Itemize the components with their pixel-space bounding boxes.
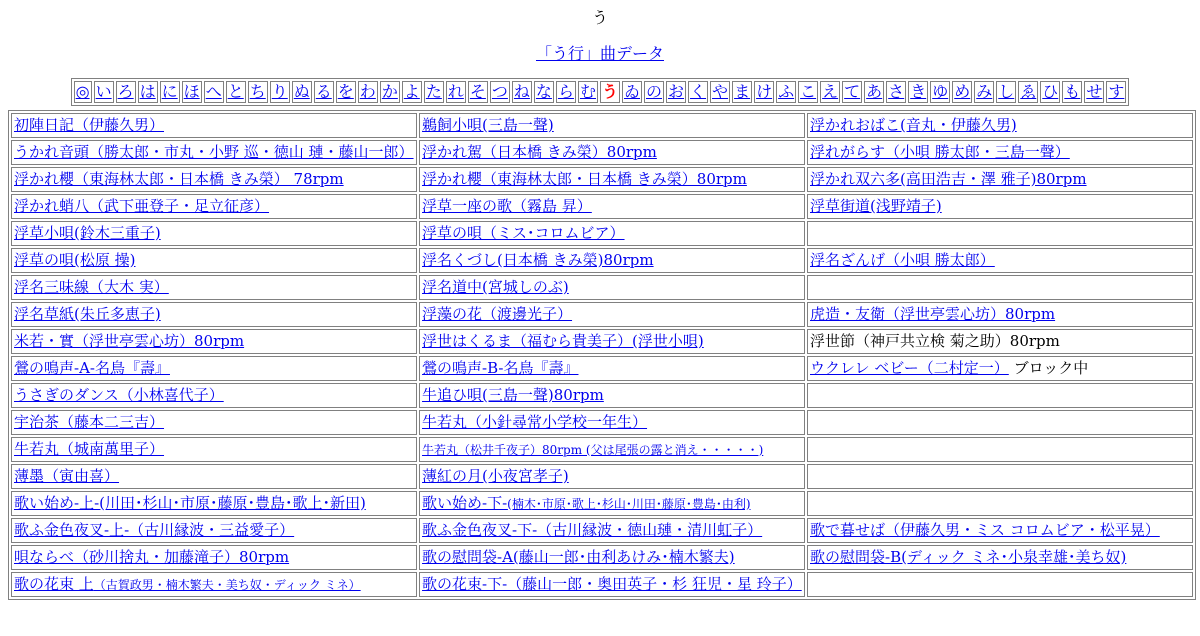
kana-current: う bbox=[601, 82, 618, 101]
kana-link[interactable]: わ bbox=[359, 82, 376, 101]
song-cell bbox=[807, 518, 1193, 543]
table-row bbox=[11, 518, 1193, 543]
song-title: 浮世節（神戸共立検 菊之助）80rpm bbox=[810, 332, 1060, 350]
song-cell bbox=[11, 248, 417, 273]
song-cell bbox=[807, 383, 1193, 408]
kana-cell bbox=[116, 81, 136, 103]
table-row bbox=[11, 275, 1193, 300]
song-cell bbox=[11, 329, 417, 354]
song-cell bbox=[419, 410, 805, 435]
song-cell bbox=[807, 221, 1193, 246]
song-cell bbox=[11, 302, 417, 327]
song-cell bbox=[11, 275, 417, 300]
kana-link[interactable]: し bbox=[998, 82, 1015, 101]
kana-link[interactable]: ひ bbox=[1042, 82, 1059, 101]
kana-link[interactable]: く bbox=[690, 82, 707, 101]
kana-cell bbox=[820, 81, 840, 103]
kana-link[interactable]: ふ bbox=[778, 82, 795, 101]
kana-cell bbox=[1062, 81, 1082, 103]
song-cell bbox=[807, 545, 1193, 570]
kana-cell bbox=[952, 81, 972, 103]
kana-cell bbox=[138, 81, 158, 103]
kana-cell bbox=[182, 81, 202, 103]
kana-cell bbox=[160, 81, 180, 103]
song-cell bbox=[11, 545, 417, 570]
song-link[interactable] bbox=[810, 305, 1055, 323]
song-link[interactable] bbox=[810, 116, 1017, 134]
song-link[interactable] bbox=[14, 440, 164, 458]
table-row bbox=[11, 383, 1193, 408]
kana-link[interactable]: み bbox=[976, 82, 993, 101]
song-link[interactable] bbox=[14, 359, 170, 377]
kana-link[interactable]: も bbox=[1064, 82, 1081, 101]
song-title: 牛若丸（小針尋常小学校一年生） bbox=[422, 413, 648, 431]
kana-cell bbox=[644, 81, 664, 103]
song-cell bbox=[419, 140, 805, 165]
song-title: 歌ふ金色夜叉-下-（古川縁波・徳山璉・清川虹子） bbox=[422, 521, 763, 539]
song-link[interactable] bbox=[422, 224, 625, 242]
kana-link[interactable]: ほ bbox=[183, 82, 200, 101]
song-link[interactable] bbox=[14, 224, 161, 242]
kana-link[interactable]: め bbox=[954, 82, 971, 101]
song-link[interactable] bbox=[422, 143, 657, 161]
song-title: 歌の花束-下-（藤山一郎・奥田英子・杉 狂児・星 玲子） bbox=[422, 575, 802, 593]
song-title: 歌い始め-上-(川田･杉山･市原･藤原･豊島･歌上･新田) bbox=[14, 494, 366, 512]
song-cell bbox=[419, 221, 805, 246]
song-cell bbox=[419, 356, 805, 381]
kana-cell bbox=[842, 81, 862, 103]
song-link[interactable] bbox=[422, 386, 604, 404]
song-link[interactable] bbox=[810, 521, 1160, 539]
song-title: ウクレレ ベビー（二村定一） bbox=[810, 359, 1009, 377]
song-link[interactable] bbox=[422, 251, 654, 269]
kana-link[interactable]: よ bbox=[403, 82, 420, 101]
song-title: 浮かれおばこ(音丸・伊藤久男) bbox=[810, 116, 1017, 134]
song-link[interactable] bbox=[14, 170, 344, 188]
kana-cell bbox=[886, 81, 906, 103]
song-link[interactable] bbox=[14, 197, 269, 215]
song-cell bbox=[419, 194, 805, 219]
kana-cell bbox=[578, 81, 598, 103]
page-title: う bbox=[591, 8, 608, 27]
kana-link[interactable]: ◎ bbox=[75, 82, 90, 101]
kana-cell bbox=[402, 81, 422, 103]
kana-link[interactable]: に bbox=[161, 82, 178, 101]
song-cell bbox=[419, 383, 805, 408]
kana-cell bbox=[930, 81, 950, 103]
table-row bbox=[11, 491, 1193, 516]
kana-link[interactable]: ぬ bbox=[293, 82, 310, 101]
kana-cell bbox=[336, 81, 356, 103]
table-row bbox=[11, 194, 1193, 219]
kana-link[interactable]: て bbox=[844, 82, 861, 101]
song-link[interactable] bbox=[422, 413, 647, 431]
kana-link[interactable]: け bbox=[756, 82, 773, 101]
song-cell bbox=[419, 464, 805, 489]
kana-cell bbox=[468, 81, 488, 103]
song-title: 歌の慰問袋-B(ディック ミネ･小泉幸雄･美ち奴) bbox=[810, 548, 1127, 566]
song-cell bbox=[11, 383, 417, 408]
kana-link[interactable]: の bbox=[646, 82, 663, 101]
song-title: 牛若丸（松井千夜子）80rpm (父は尾張の露と消え・・・・・) bbox=[422, 442, 764, 457]
song-title: 浮名道中(宮城しのぶ) bbox=[422, 278, 569, 296]
song-table bbox=[8, 110, 1196, 600]
kana-link[interactable]: な bbox=[535, 82, 552, 101]
song-title: 浮名ざんげ（小唄 勝太郎） bbox=[810, 251, 995, 269]
song-title: 歌の花束 上 bbox=[14, 574, 94, 593]
song-cell bbox=[807, 464, 1193, 489]
song-cell bbox=[807, 248, 1193, 273]
song-link[interactable] bbox=[14, 548, 289, 566]
song-title: 浮草の唄（ミス･コロムビア） bbox=[422, 224, 625, 242]
song-link[interactable] bbox=[14, 116, 164, 134]
song-link[interactable] bbox=[422, 116, 554, 134]
kana-cell bbox=[94, 81, 114, 103]
song-cell bbox=[11, 491, 417, 516]
song-cell bbox=[807, 572, 1193, 597]
kana-cell bbox=[600, 81, 620, 103]
song-title: 歌ふ金色夜叉-上-（古川縁波・三益愛子） bbox=[14, 521, 295, 539]
kana-cell bbox=[74, 81, 92, 103]
kana-link[interactable]: お bbox=[668, 82, 685, 101]
song-title: 浮世はくるま（福むら貴美子）(浮世小唄) bbox=[422, 332, 704, 350]
kana-link[interactable]: き bbox=[910, 82, 927, 101]
song-title: 浮草小唄(鈴木三重子) bbox=[14, 224, 161, 242]
song-cell bbox=[11, 410, 417, 435]
song-cell bbox=[11, 437, 417, 462]
kana-link[interactable]: は bbox=[139, 82, 156, 101]
kana-cell bbox=[908, 81, 928, 103]
song-link[interactable] bbox=[810, 197, 942, 215]
song-performers: （古賀政男・楠木繁夫・美ち奴・ディック ミネ） bbox=[93, 577, 361, 592]
kana-link[interactable]: い bbox=[95, 82, 112, 101]
song-cell bbox=[11, 113, 417, 138]
kana-cell bbox=[1040, 81, 1060, 103]
kana-cell bbox=[512, 81, 532, 103]
song-title: 浮名草紙(朱丘多恵子) bbox=[14, 305, 161, 323]
song-performers: (楠木･市原･歌上･杉山･川田･藤原･豊島･由利) bbox=[507, 496, 751, 511]
song-cell bbox=[419, 518, 805, 543]
kana-cell bbox=[380, 81, 400, 103]
table-row bbox=[11, 221, 1193, 246]
kana-cell bbox=[798, 81, 818, 103]
song-cell bbox=[807, 410, 1193, 435]
kana-cell bbox=[688, 81, 708, 103]
song-cell bbox=[807, 302, 1193, 327]
kana-cell bbox=[314, 81, 334, 103]
table-row bbox=[11, 356, 1193, 381]
song-title: 鵜飼小唄(三島一聲) bbox=[422, 116, 554, 134]
song-link[interactable] bbox=[422, 305, 572, 323]
song-title: 米若・實（浮世亭雲心坊）80rpm bbox=[14, 332, 245, 350]
song-cell bbox=[419, 167, 805, 192]
kana-cell bbox=[424, 81, 444, 103]
song-link[interactable] bbox=[810, 548, 1126, 566]
kana-cell bbox=[358, 81, 378, 103]
kana-cell bbox=[710, 81, 730, 103]
table-row bbox=[11, 572, 1193, 597]
song-cell bbox=[419, 302, 805, 327]
song-cell bbox=[11, 464, 417, 489]
kana-cell bbox=[666, 81, 686, 103]
kana-cell bbox=[776, 81, 796, 103]
kana-link[interactable]: つ bbox=[491, 82, 508, 101]
song-cell bbox=[419, 248, 805, 273]
song-cell bbox=[807, 194, 1193, 219]
kana-link[interactable]: さ bbox=[888, 82, 905, 101]
song-link[interactable] bbox=[810, 143, 1070, 161]
kana-cell bbox=[754, 81, 774, 103]
song-cell bbox=[11, 194, 417, 219]
kana-link[interactable]: か bbox=[381, 82, 398, 101]
song-link[interactable] bbox=[14, 575, 361, 593]
song-cell bbox=[807, 356, 1193, 381]
song-title: 薄墨（寅由喜） bbox=[14, 467, 120, 485]
kana-link[interactable]: り bbox=[271, 82, 288, 101]
song-title: 唄ならべ（砂川捨丸・加藤滝子）80rpm bbox=[14, 548, 290, 566]
song-title: 浮かれ櫻（東海林太郎・日本橋 きみ榮）80rpm bbox=[422, 170, 747, 188]
song-link[interactable] bbox=[422, 278, 569, 296]
kana-cell bbox=[1106, 81, 1126, 103]
song-title: 宇治茶（藤本二三吉） bbox=[14, 413, 165, 431]
song-title: うさぎのダンス（小林喜代子） bbox=[14, 386, 224, 404]
subtitle bbox=[0, 42, 1200, 66]
kana-cell bbox=[1018, 81, 1038, 103]
song-title: 牛追ひ唄(三島一聲)80rpm bbox=[422, 386, 604, 404]
song-text bbox=[810, 332, 1060, 350]
song-link[interactable] bbox=[14, 143, 414, 161]
table-row bbox=[11, 545, 1193, 570]
song-note: ブロック中 bbox=[1008, 359, 1089, 377]
song-title: 牛若丸（城南萬里子） bbox=[14, 440, 165, 458]
kana-link[interactable]: あ bbox=[866, 82, 883, 101]
kana-link[interactable]: こ bbox=[800, 82, 817, 101]
kana-cell bbox=[292, 81, 312, 103]
table-row bbox=[11, 167, 1193, 192]
kana-link[interactable]: ゑ bbox=[1020, 82, 1037, 101]
song-title: 薄紅の月(小夜宮孝子) bbox=[422, 467, 569, 485]
song-link[interactable] bbox=[422, 494, 751, 512]
song-link[interactable] bbox=[14, 386, 224, 404]
song-cell bbox=[807, 140, 1193, 165]
song-cell bbox=[11, 572, 417, 597]
song-title: 初陣日記（伊藤久男） bbox=[14, 116, 165, 134]
song-cell bbox=[419, 545, 805, 570]
song-link[interactable] bbox=[14, 332, 244, 350]
song-cell bbox=[419, 113, 805, 138]
kana-link[interactable]: ろ bbox=[117, 82, 134, 101]
song-title: 浮草街道(浅野靖子) bbox=[810, 197, 942, 215]
kana-cell bbox=[996, 81, 1016, 103]
kana-link[interactable]: せ bbox=[1086, 82, 1103, 101]
song-cell bbox=[11, 356, 417, 381]
kana-link[interactable]: そ bbox=[469, 82, 486, 101]
kana-link[interactable]: む bbox=[579, 82, 596, 101]
song-link[interactable] bbox=[14, 494, 366, 512]
song-link[interactable] bbox=[422, 521, 762, 539]
song-cell bbox=[807, 491, 1193, 516]
kana-link[interactable]: ゆ bbox=[932, 82, 949, 101]
table-row bbox=[11, 329, 1193, 354]
song-title: 歌の慰問袋-A(藤山一郎･由利あけみ･楠木繁夫) bbox=[422, 548, 735, 566]
song-cell bbox=[807, 275, 1193, 300]
song-cell bbox=[419, 491, 805, 516]
kana-cell bbox=[248, 81, 268, 103]
kana-link[interactable]: ち bbox=[249, 82, 266, 101]
kana-cell bbox=[622, 81, 642, 103]
song-cell bbox=[11, 140, 417, 165]
song-link[interactable] bbox=[422, 443, 763, 457]
kana-link[interactable]: へ bbox=[205, 82, 222, 101]
song-link[interactable] bbox=[422, 575, 802, 593]
song-cell bbox=[11, 221, 417, 246]
table-row bbox=[11, 248, 1193, 273]
song-title: 浮かれ蛸八（武下亜登子・足立征彦） bbox=[14, 197, 270, 215]
song-title: 浮名三味線（大木 実） bbox=[14, 278, 169, 296]
kana-cell bbox=[204, 81, 224, 103]
song-link[interactable] bbox=[422, 467, 569, 485]
song-link[interactable] bbox=[14, 305, 161, 323]
song-title: 浮草一座の歌（霧島 昇） bbox=[422, 197, 592, 215]
kana-cell bbox=[974, 81, 994, 103]
table-row bbox=[11, 302, 1193, 327]
kana-link[interactable]: や bbox=[712, 82, 729, 101]
song-cell bbox=[11, 518, 417, 543]
kana-link[interactable]: と bbox=[227, 82, 244, 101]
song-cell bbox=[11, 167, 417, 192]
song-link[interactable] bbox=[810, 251, 995, 269]
table-row bbox=[11, 437, 1193, 462]
table-row bbox=[11, 410, 1193, 435]
kana-cell bbox=[1084, 81, 1104, 103]
kana-cell bbox=[270, 81, 290, 103]
kana-cell bbox=[226, 81, 246, 103]
song-title: 浮かれ双六多(高田浩吉・澤 雅子)80rpm bbox=[810, 170, 1087, 188]
kana-link[interactable]: ま bbox=[734, 82, 751, 101]
song-title: うかれ音頭（勝太郎・市丸・小野 巡・徳山 璉・藤山一郎） bbox=[14, 143, 414, 161]
song-title: 浮れがらす（小唄 勝太郎・三島一聲） bbox=[810, 143, 1070, 161]
table-row bbox=[11, 113, 1193, 138]
song-link[interactable] bbox=[422, 332, 704, 350]
kana-cell bbox=[864, 81, 884, 103]
song-link[interactable] bbox=[422, 197, 592, 215]
kana-navigation bbox=[71, 78, 1130, 106]
subtitle-link[interactable]: 「う行」曲データ bbox=[535, 44, 664, 63]
song-link[interactable] bbox=[810, 170, 1087, 188]
song-cell bbox=[807, 113, 1193, 138]
kana-row bbox=[74, 81, 1127, 103]
song-title: 歌で暮せば（伊藤久男・ミス コロムビア・松平晃） bbox=[810, 521, 1160, 539]
song-title: 浮藻の花（渡邊光子） bbox=[422, 305, 573, 323]
kana-link[interactable]: ね bbox=[513, 82, 530, 101]
kana-cell bbox=[446, 81, 466, 103]
song-cell bbox=[419, 329, 805, 354]
kana-link[interactable]: ら bbox=[557, 82, 574, 101]
table-row bbox=[11, 464, 1193, 489]
song-link[interactable] bbox=[14, 413, 164, 431]
song-cell bbox=[419, 572, 805, 597]
song-title: 浮かれ櫻（東海林太郎・日本橋 きみ榮） 78rpm bbox=[14, 170, 344, 188]
song-title: 浮草の唄(松原 操) bbox=[14, 251, 136, 269]
song-title: 浮かれ駕（日本橋 きみ榮）80rpm bbox=[422, 143, 657, 161]
kana-cell bbox=[534, 81, 554, 103]
kana-link[interactable]: る bbox=[315, 82, 332, 101]
song-link[interactable] bbox=[14, 278, 169, 296]
song-title: 浮名くづし(日本橋 きみ榮)80rpm bbox=[422, 251, 654, 269]
song-title: 鶯の鳴声-B-名鳥『壽』 bbox=[422, 359, 579, 377]
song-cell bbox=[807, 437, 1193, 462]
song-table-body bbox=[11, 113, 1193, 597]
song-link[interactable] bbox=[14, 467, 119, 485]
kana-link[interactable]: た bbox=[425, 82, 442, 101]
song-link[interactable] bbox=[14, 521, 294, 539]
kana-link[interactable]: す bbox=[1108, 82, 1125, 101]
table-row bbox=[11, 140, 1193, 165]
kana-link[interactable]: を bbox=[337, 82, 354, 101]
song-link[interactable] bbox=[422, 359, 578, 377]
kana-link[interactable]: ゐ bbox=[623, 82, 640, 101]
kana-link[interactable]: れ bbox=[447, 82, 464, 101]
song-title: 鶯の鳴声-A-名鳥『壽』 bbox=[14, 359, 170, 377]
song-cell bbox=[419, 437, 805, 462]
kana-cell bbox=[732, 81, 752, 103]
song-title: 虎造・友衛（浮世亭雲心坊）80rpm bbox=[810, 305, 1056, 323]
song-cell bbox=[807, 329, 1193, 354]
song-cell bbox=[419, 275, 805, 300]
kana-link[interactable]: え bbox=[822, 82, 839, 101]
song-link[interactable] bbox=[14, 251, 135, 269]
song-title: 歌い始め-下- bbox=[422, 493, 508, 512]
song-link[interactable] bbox=[422, 170, 747, 188]
kana-cell bbox=[556, 81, 576, 103]
song-link[interactable] bbox=[422, 548, 735, 566]
kana-cell bbox=[490, 81, 510, 103]
song-cell bbox=[807, 167, 1193, 192]
song-link[interactable] bbox=[810, 359, 1009, 377]
